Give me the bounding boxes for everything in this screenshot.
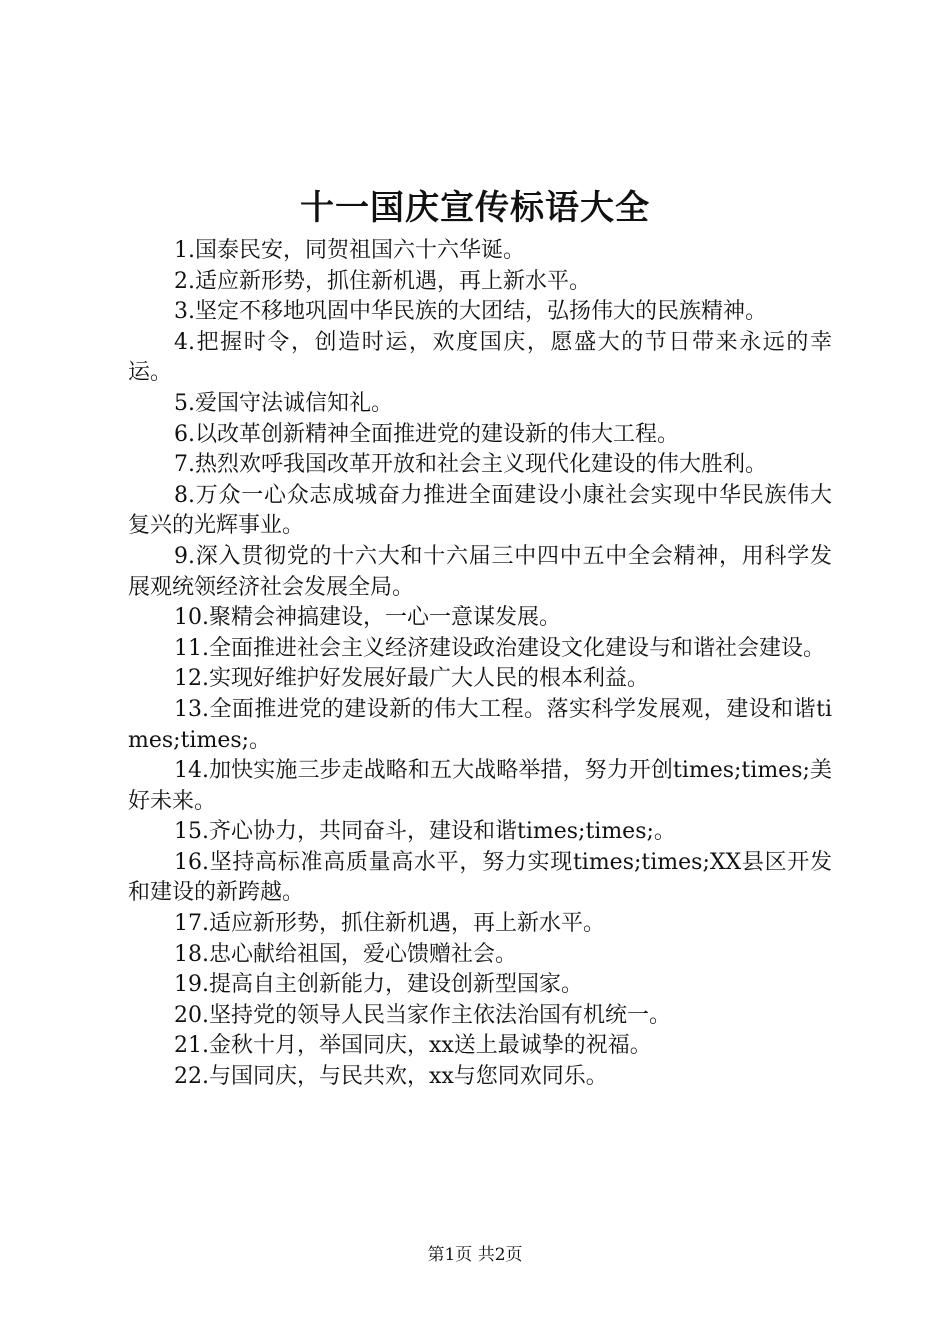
list-item: 9.深入贯彻党的十六大和十六届三中四中五中全会精神，用科学发展观统领经济社会发展全局。 bbox=[128, 543, 832, 600]
list-item: 17.适应新形势，抓住新机遇，再上新水平。 bbox=[174, 911, 605, 937]
list-item: 1.国泰民安，同贺祖国六十六华诞。 bbox=[174, 238, 525, 263]
list-item: 8.万众一心众志成城奋力推进全面建设小康社会实现中华民族伟大复兴的光辉事业。 bbox=[128, 482, 832, 539]
list-item: 11.全面推进社会主义经济建设政治建设文化建设与和谐社会建设。 bbox=[174, 635, 825, 661]
list-item: 21.金秋十月，举国同庆，xx送上最诚挚的祝福。 bbox=[174, 1033, 652, 1059]
list-item: 16.坚持高标准高质量高水平，努力实现times;times;XX县区开发和建设的新跨越。 bbox=[128, 849, 832, 906]
list-item: 12.实现好维护好发展好最广大人民的根本利益。 bbox=[174, 666, 649, 692]
list-item: 14.加快实施三步走战略和五大战略举措，努力开创times;times;美好未来。 bbox=[128, 758, 832, 814]
list-item: 4.把握时令，创造时运，欢度国庆，愿盛大的节日带来永远的幸运。 bbox=[128, 329, 832, 386]
list-item: 13.全面推进党的建设新的伟大工程。落实科学发展观，建设和谐times;times;。 bbox=[128, 696, 832, 753]
list-item: 15.齐心协力，共同奋斗，建设和谐times;times;。 bbox=[174, 819, 676, 845]
list-item: 2.适应新形势，抓住新机遇，再上新水平。 bbox=[174, 268, 591, 294]
list-item: 22.与国同庆，与民共欢，xx与您同欢同乐。 bbox=[174, 1064, 608, 1090]
page-title: 十一国庆宣传标语大全 bbox=[300, 188, 650, 228]
list-item: 20.坚持党的领导人民当家作主依法治国有机统一。 bbox=[174, 1002, 671, 1028]
slogan-list bbox=[128, 236, 832, 1093]
list-item: 6.以改革创新精神全面推进党的建设新的伟大工程。 bbox=[174, 421, 679, 447]
list-item: 19.提高自主创新能力，建设创新型国家。 bbox=[174, 972, 583, 998]
list-item: 3.坚定不移地巩固中华民族的大团结，弘扬伟大的民族精神。 bbox=[174, 299, 767, 325]
list-item: 5.爱国守法诚信知礼。 bbox=[174, 390, 393, 416]
list-item: 10.聚精会神搞建设，一心一意谋发展。 bbox=[174, 605, 561, 631]
page-footer: 第1页 共2页 bbox=[427, 1245, 523, 1265]
list-item: 7.热烈欢呼我国改革开放和社会主义现代化建设的伟大胜利。 bbox=[174, 452, 767, 478]
list-item: 18.忠心献给祖国，爱心馈赠社会。 bbox=[174, 941, 517, 967]
